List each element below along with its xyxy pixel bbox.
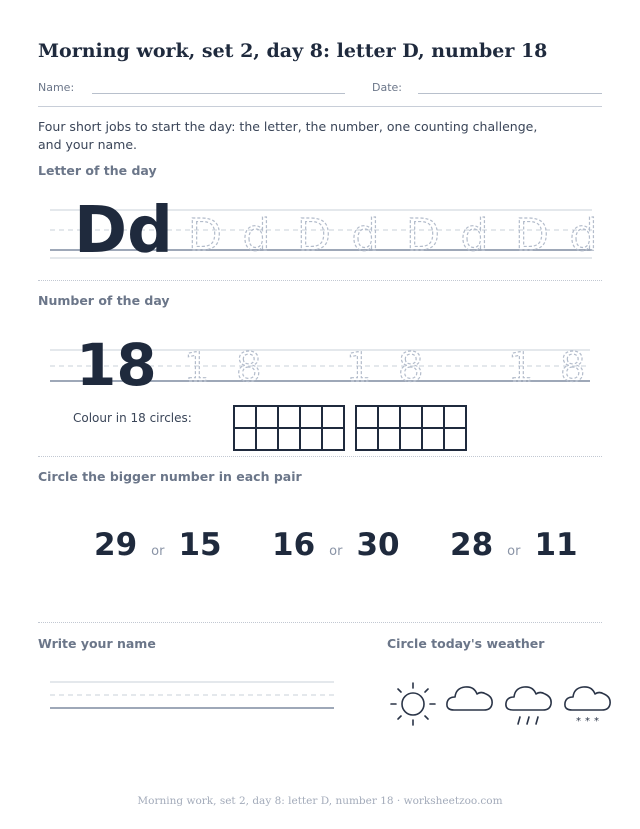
page-title: Morning work, set 2, day 8: letter D, number 18 bbox=[38, 40, 548, 62]
name-heading: Write your name bbox=[38, 636, 156, 651]
rain-icon[interactable] bbox=[503, 680, 555, 730]
weather-heading: Circle today's weather bbox=[387, 636, 545, 651]
trace-letter[interactable]: D bbox=[515, 210, 549, 261]
trace-letter[interactable]: d bbox=[351, 210, 380, 261]
or-label: or bbox=[151, 544, 165, 559]
trace-letter[interactable]: d bbox=[242, 210, 271, 261]
pair-2-b[interactable]: 30 bbox=[356, 527, 400, 563]
svg-text:*: * bbox=[594, 716, 599, 727]
pair-3-b[interactable]: 11 bbox=[534, 527, 578, 563]
trace-letter[interactable]: d bbox=[460, 210, 489, 261]
pair-3-a[interactable]: 28 bbox=[450, 527, 494, 563]
name-label: Name: bbox=[38, 81, 75, 94]
number-heading: Number of the day bbox=[38, 293, 170, 308]
trace-digit[interactable]: 8 bbox=[398, 345, 424, 391]
or-label: or bbox=[507, 544, 521, 559]
or-label: or bbox=[329, 544, 343, 559]
svg-text:*: * bbox=[585, 716, 590, 727]
trace-letter[interactable]: D bbox=[406, 210, 440, 261]
trace-digit[interactable]: 1 bbox=[184, 345, 210, 391]
letter-model: Dd bbox=[74, 194, 173, 268]
pair-2-a[interactable]: 16 bbox=[272, 527, 316, 563]
trace-digit[interactable]: 1 bbox=[346, 345, 372, 391]
svg-text:*: * bbox=[576, 716, 581, 727]
snow-icon[interactable] bbox=[562, 680, 614, 728]
compare-heading: Circle the bigger number in each pair bbox=[38, 469, 302, 484]
trace-letter[interactable]: D bbox=[188, 210, 222, 261]
colour-instruction: Colour in 18 circles: bbox=[73, 411, 192, 425]
pair-1-a[interactable]: 29 bbox=[94, 527, 138, 563]
pair-1-b[interactable]: 15 bbox=[178, 527, 222, 563]
letter-heading: Letter of the day bbox=[38, 163, 157, 178]
page-footer: Morning work, set 2, day 8: letter D, number 18 · worksheetzoo.com bbox=[137, 795, 503, 807]
number-model: 18 bbox=[76, 331, 157, 399]
trace-digit[interactable]: 8 bbox=[560, 345, 586, 391]
date-label: Date: bbox=[372, 81, 402, 94]
sun-icon[interactable] bbox=[388, 680, 438, 730]
trace-letter[interactable]: d bbox=[569, 210, 598, 261]
trace-letter[interactable]: D bbox=[297, 210, 331, 261]
intro-text: Four short jobs to start the day: the letter, the number, one counting challenge, and your name. bbox=[38, 119, 538, 152]
trace-digit[interactable]: 1 bbox=[508, 345, 534, 391]
trace-digit[interactable]: 8 bbox=[236, 345, 262, 391]
cloud-icon[interactable] bbox=[444, 680, 496, 716]
